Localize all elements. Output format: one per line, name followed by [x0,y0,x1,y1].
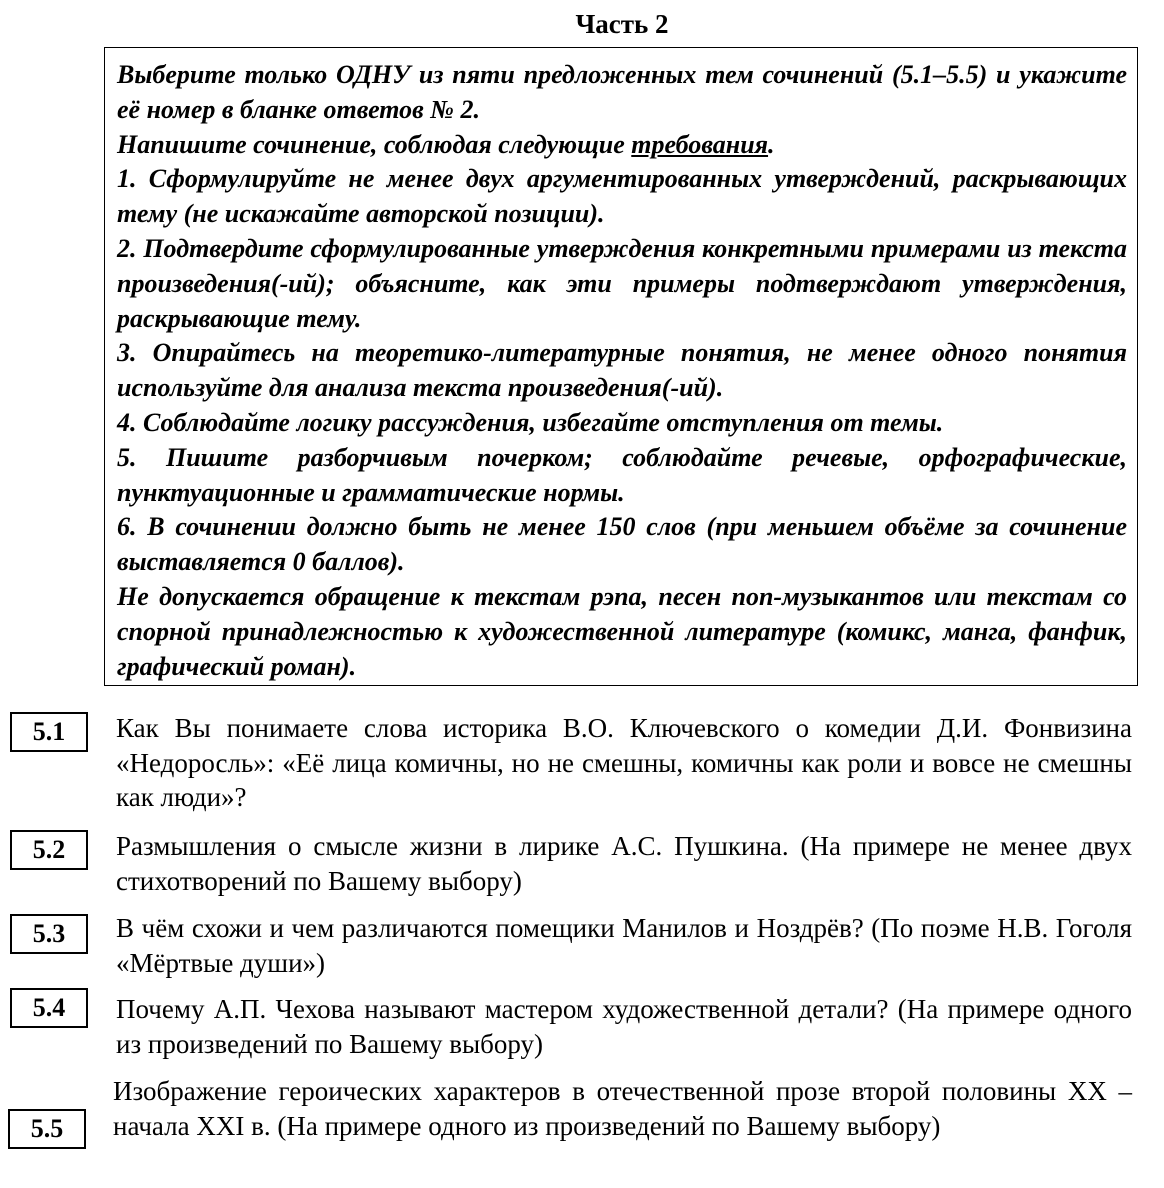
topic-text: Размышления о смысле жизни в лирике А.С. Пушкина. (На примере не менее двух стихотворений по Вашему выбору) [116,831,1132,896]
requirement-3: 3. Опирайтесь на теоретико-литературные понятия, не менее одного понятия используйте для анализа текста произведения(-ий). [117,338,1127,403]
page-title: Часть 2 [575,9,669,39]
requirement-1: 1. Сформулируйте не менее двух аргументированных утверждений, раскрывающих тему (не искажайте авторской позиции). [117,164,1127,229]
topic-number-badge: 5.2 [10,830,88,870]
topic-number-badge: 5.1 [10,712,88,752]
requirement-4: 4. Соблюдайте логику рассуждения, избегайте отступления от темы. [117,407,944,437]
topic-text: Как Вы понимаете слова историка В.О. Ключевского о комедии Д.И. Фонвизина «Недоросль»: «Её лица комичны, но не смешны, комичны как роли и вовсе не смешны как люди»? [116,713,1132,812]
instruction-write-essay [117,128,1127,163]
instructions-box [104,47,1138,686]
requirement-5: 5. Пишите разборчивым почерком; соблюдайте речевые, орфографические, пунктуационные и грамматические нормы. [117,442,1127,507]
topic-text: В чём схожи и чем различаются помещики Манилов и Ноздрёв? (По поэме Н.В. Гоголя «Мёртвые души») [116,913,1132,978]
requirements-link: требования [631,129,769,159]
instruction-write-essay-end: . [768,129,775,159]
topic-number-badge: 5.5 [8,1109,86,1149]
restriction-note: Не допускается обращение к текстам рэпа, песен поп-музыкантов или текстам со спорной принадлежностью к художественной литературе (комикс, манга, фанфик, графический роман). [117,581,1127,681]
requirement-2: 2. Подтвердите сформулированные утверждения конкретными примерами из текста произведения(-ий); объясните, как эти примеры подтверждают утверждения, раскрывающие тему. [117,233,1127,333]
topic-text: Почему А.П. Чехова называют мастером художественной детали? (На примере одного из произведений по Вашему выбору) [116,994,1132,1059]
requirement-6: 6. В сочинении должно быть не менее 150 слов (при меньшем объёме за сочинение выставляется 0 баллов). [117,512,1127,577]
topic-number-badge: 5.3 [10,914,88,954]
instruction-choose-topic: Выберите только ОДНУ из пяти предложенных тем сочинений (5.1–5.5) и укажите её номер в бланке ответов № 2. [117,60,1127,124]
instruction-write-essay-text: Напишите сочинение, соблюдая следующие [117,129,632,159]
topic-number-badge: 5.4 [10,988,88,1028]
topic-text: Изображение героических характеров в отечественной прозе второй половины XX – начала XXI в. (На примере одного из произведений по Вашему выбору) [113,1076,1132,1141]
